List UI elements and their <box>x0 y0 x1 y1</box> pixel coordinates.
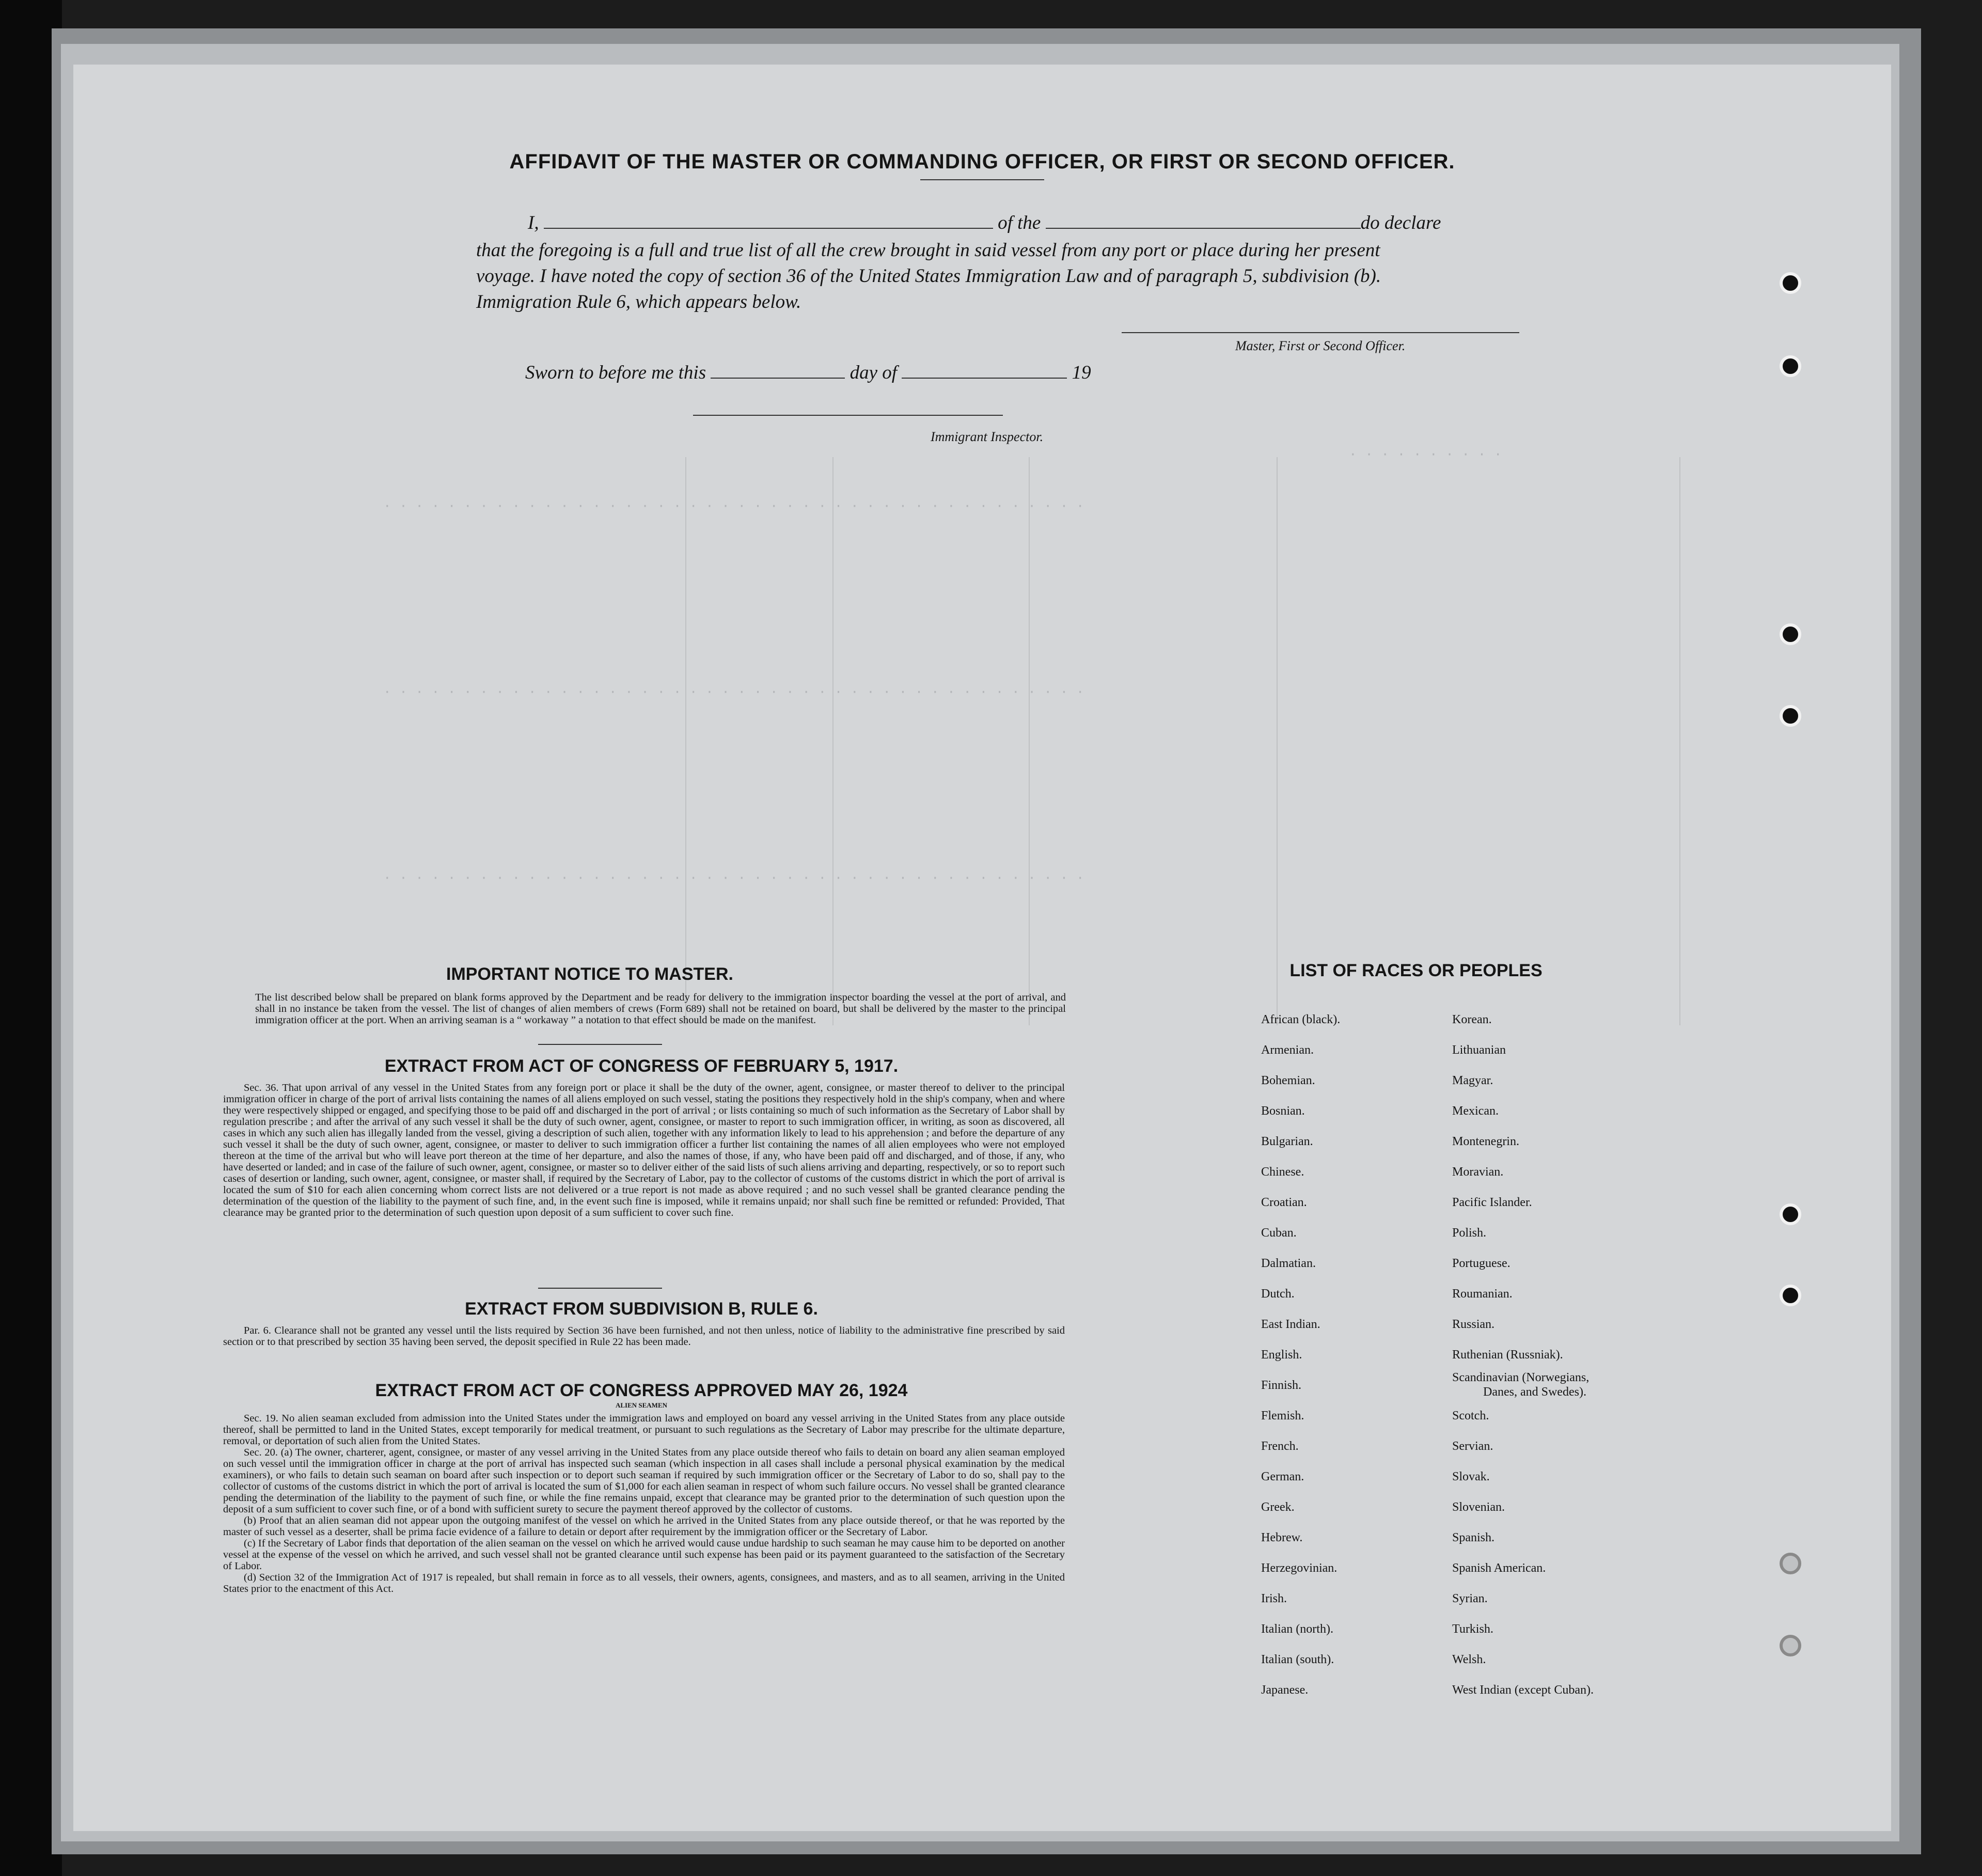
race-item: Japanese. <box>1261 1683 1309 1697</box>
race-item: Portuguese. <box>1452 1257 1511 1270</box>
inspector-caption: Immigrant Inspector. <box>931 429 1044 444</box>
extract-rule6-text <box>223 1325 1065 1348</box>
extract-rule6-title: EXTRACT FROM SUBDIVISION B, RULE 6. <box>465 1299 818 1319</box>
race-item: Montenegrin. <box>1452 1135 1519 1148</box>
race-item: Dutch. <box>1261 1287 1295 1301</box>
binder-hole <box>1780 272 1801 294</box>
sec-19-paragraph: Sec. 19. No alien seaman excluded from admission into the United States under the immigration laws and employed on board any vessel arriving in the United States from any place outside thereof, shall be permitted to land in the United States, except temporarily for medical treatment, or pursuant to such regulations as the Secretary of Labor may prescribe for the ultimate departure, removal, or deportation of such alien from the United States. <box>223 1413 1065 1447</box>
bleed-through-rule <box>1679 457 1680 1025</box>
binder-hole <box>1780 1285 1801 1306</box>
race-item: Scotch. <box>1452 1409 1489 1422</box>
race-item: Welsh. <box>1452 1653 1486 1666</box>
binder-hole <box>1780 1635 1801 1656</box>
bleed-through-rule <box>832 457 833 1025</box>
affidavit-title: AFFIDAVIT OF THE MASTER OR COMMANDING OFFICER, OR FIRST OR SECOND OFFICER. <box>509 150 1455 173</box>
race-item: Hebrew. <box>1261 1531 1303 1544</box>
race-item: German. <box>1261 1470 1304 1483</box>
race-item: Cuban. <box>1261 1226 1297 1240</box>
race-item: Irish. <box>1261 1592 1287 1605</box>
race-item: Bulgarian. <box>1261 1135 1313 1148</box>
bleed-through-text: · · · · · · · · · · · · · · · · · · · · · · · · · · · · · · · · · · · · · · · · · · · · <box>383 870 1084 886</box>
race-item: Turkish. <box>1452 1622 1493 1636</box>
race-item: Italian (south). <box>1261 1653 1334 1666</box>
of-the-label: of the <box>998 212 1041 233</box>
extract-1917-text <box>223 1082 1065 1218</box>
affidavit-body-line: that the foregoing is a full and true list of all the crew brought in said vessel from any port or place during her present <box>476 240 1380 261</box>
year-prefix: 19 <box>1072 362 1091 383</box>
title-underline <box>920 179 1044 180</box>
extract-1924-title: EXTRACT FROM ACT OF CONGRESS APPROVED MAY 26, 1924 <box>375 1381 908 1400</box>
binder-hole <box>1780 355 1801 377</box>
section-divider <box>538 1288 662 1289</box>
race-item: Magyar. <box>1452 1074 1493 1087</box>
race-item: Croatian. <box>1261 1196 1307 1209</box>
race-item: Moravian. <box>1452 1165 1504 1179</box>
signature-caption: Master, First or Second Officer. <box>1235 338 1406 353</box>
race-item: Flemish. <box>1261 1409 1304 1422</box>
race-item: Spanish American. <box>1452 1561 1546 1575</box>
document-page <box>73 65 1891 1831</box>
race-item: Russian. <box>1452 1318 1495 1331</box>
inspector-signature-line[interactable] <box>693 415 1003 416</box>
officer-name-blank[interactable] <box>544 214 993 229</box>
do-declare-label: do declare <box>1360 212 1441 233</box>
race-item: East Indian. <box>1261 1318 1320 1331</box>
bleed-through-rule <box>1029 457 1030 1025</box>
races-title: LIST OF RACES OR PEOPLES <box>1289 961 1543 980</box>
race-item: Armenian. <box>1261 1043 1314 1057</box>
bleed-through-rule <box>685 457 686 1025</box>
race-item: West Indian (except Cuban). <box>1452 1683 1594 1697</box>
race-item: English. <box>1261 1348 1302 1362</box>
sworn-prefix: Sworn to before me this <box>525 362 706 383</box>
race-item: Korean. <box>1452 1013 1492 1026</box>
race-item-multiline <box>1452 1370 1594 1401</box>
race-item: African (black). <box>1261 1013 1341 1026</box>
affidavit-body <box>476 239 1540 317</box>
binder-hole <box>1780 1553 1801 1574</box>
sec-20c-paragraph: (c) If the Secretary of Labor finds that deportation of the alien seaman on the vessel on which he arrived would cause undue hardship to such seaman he may cause him to be deported on another vessel at the expense of the vessel on which he arrived, and such vessel shall not be granted clearance until such expense has been paid or its payment guaranteed to the satisfaction of the Secretary of Labor. <box>223 1538 1065 1572</box>
day-blank[interactable] <box>711 364 845 379</box>
par-6-paragraph: Par. 6. Clearance shall not be granted any vessel until the lists required by Section 36 have been furnished, and not then unless, notice of liability to the administrative fine prescribed by said section or to that prescribed by section 35 having been served, the deposit specified in Rule 22 has been made. <box>223 1325 1065 1348</box>
sec-36-paragraph: Sec. 36. That upon arrival of any vessel in the United States from any foreign port or place it shall be the duty of the owner, agent, consignee, or master thereof to deliver to the principal immigration officer in charge of the port of arrival lists containing the names of all aliens employed on such vessel, stating the positions they respectively hold in the ship's company, when and where they were respectively shipped or engaged, and specifying those to be paid off and discharged in the port of arrival ; or lists containing so much of such information as the Secretary of Labor shall by regulation prescribe ; and after the arrival of any such vessel it shall be the duty of such owner, agent, consignee, or master to report to such immigration officer, in writing, as soon as discovered, all cases in which any such alien has illegally landed from the vessel, giving a description of such alien, together with any information likely to lead to his apprehension ; and before the departure of any such vessel it shall be the duty of such owner, agent, consignee, or master to deliver to such immigration officer a further list containing the names of all alien employees who were not employed thereon at the time of the arrival but who will leave port thereon at the time of her departure, and also the names of those, if any, who have been paid off and discharged, and of those, if any, who have deserted or landed; and in case of the failure of such owner, agent, consignee, or master so to deliver either of the said lists of such aliens arriving and departing, respectively, or so to report such cases of desertion or landing, such owner, agent, consignee, or master shall, if required by the Secretary of Labor, pay to the collector of customs of the customs district in which the port of arrival is located the sum of $10 for each alien concerning whom correct lists are not delivered or a true report is not made as above required ; and no such vessel shall be granted clearance pending the determination of the question of the liability to the payment of such fine, and, in the event such fine is imposed, while it remains unpaid; nor shall such fine be remitted or refunded: Provided, That clearance may be granted prior to the determination of such question upon deposit of a sum sufficient to cover such fine. <box>223 1082 1065 1218</box>
race-item: Bohemian. <box>1261 1074 1315 1087</box>
race-item: Ruthenian (Russniak). <box>1452 1348 1563 1362</box>
race-item: Finnish. <box>1261 1379 1302 1392</box>
notice-text <box>255 992 1066 1026</box>
extract-1924-text <box>223 1413 1065 1594</box>
extract-1917-title: EXTRACT FROM ACT OF CONGRESS OF FEBRUARY 5, 1917. <box>384 1056 899 1076</box>
affidavit-body-line: voyage. I have noted the copy of section 36 of the United States Immigration Law and of paragraph 5, subdivision (b). <box>476 265 1381 287</box>
race-item: Slovenian. <box>1452 1500 1505 1514</box>
i-label: I, <box>528 212 539 233</box>
binder-hole <box>1780 1203 1801 1225</box>
bleed-through-text: · · · · · · · · · · · · · · · · · · · · · · · · · · · · · · · · · · · · · · · · · · · · <box>383 684 1084 700</box>
notice-paragraph: The list described below shall be prepared on blank forms approved by the Department and be ready for delivery to the immigration inspector boarding the vessel at the port of arrival, and shall in no instance be taken from the vessel. The list of changes of alien members of crews (Form 689) shall not be retained on board, but shall be delivered by the master to the principal immigration officer at the port. When an arriving seaman is a “ workaway ” a notation to that effect should be made on the manifest. <box>255 992 1066 1026</box>
sec-20b-paragraph: (b) Proof that an alien seaman did not appear upon the outgoing manifest of the vessel on which he arrived in the United States from any place outside thereof, or that he was reported by the master of such vessel as a deserter, shall be prima facie evidence of a failure to detain or deport after requirement by the immigration officer or the Secretary of Labor. <box>223 1515 1065 1538</box>
section-divider <box>538 1044 662 1045</box>
race-item-line: Danes, and Swedes). <box>1483 1385 1586 1399</box>
race-item: Lithuanian <box>1452 1043 1506 1057</box>
race-item: Greek. <box>1261 1500 1295 1514</box>
race-item: Slovak. <box>1452 1470 1490 1483</box>
sec-20a-paragraph: Sec. 20. (a) The owner, charterer, agent, consignee, or master of any vessel arriving in the United States from any place outside thereof who fails to detain on board any alien seaman employed on such vessel until the immigration officer in charge at the port of arrival has inspected such seaman (which inspection in all cases shall include a personal physical examination by the medical examiners), or who fails to detain such seaman on board after such inspection or to deport such seaman if required by such immigration officer or the Secretary of Labor to do so, shall pay to the collector of customs of the customs district in which the port of arrival is located the sum of $1,000 for each alien seaman in respect of whom such failure occurs. No vessel shall be granted clearance pending the determination of the liability to the payment of such fine, or while the fine remains unpaid, except that clearance may be granted prior to the determination of such question upon the deposit of a sum sufficient to cover such fine, or of a bond with sufficient surety to secure the payment thereof approved by the collector of customs. <box>223 1447 1065 1515</box>
extract-1924-subtitle: ALIEN SEAMEN <box>615 1401 668 1409</box>
race-item: Syrian. <box>1452 1592 1488 1605</box>
race-item-line: Scandinavian (Norwegians, <box>1452 1371 1590 1384</box>
bleed-through-text: · · · · · · · · · · <box>1349 447 1502 462</box>
race-item: Pacific Islander. <box>1452 1196 1532 1209</box>
race-item: Roumanian. <box>1452 1287 1513 1301</box>
vessel-name-blank[interactable] <box>1046 214 1361 229</box>
race-item: French. <box>1261 1440 1299 1453</box>
binder-hole <box>1780 705 1801 727</box>
affidavit-declaration-line <box>528 212 1540 234</box>
races-column-1 <box>1261 1005 1340 1706</box>
sec-20d-paragraph: (d) Section 32 of the Immigration Act of 1917 is repealed, but shall remain in force as to all vessels, their owners, agents, consignees, and masters, and as to all seamen, arriving in the United States prior to the enactment of this Act. <box>223 1572 1065 1594</box>
race-item: Spanish. <box>1452 1531 1495 1544</box>
races-column-2 <box>1452 1005 1594 1706</box>
race-item: Italian (north). <box>1261 1622 1333 1636</box>
bleed-through-rule <box>1277 457 1278 1025</box>
race-item: Polish. <box>1452 1226 1487 1240</box>
month-blank[interactable] <box>902 364 1067 379</box>
notice-title: IMPORTANT NOTICE TO MASTER. <box>446 964 733 984</box>
race-item: Chinese. <box>1261 1165 1304 1179</box>
sworn-line <box>525 362 1091 384</box>
affidavit-body-line: Immigration Rule 6, which appears below. <box>476 291 801 312</box>
binder-hole <box>1780 623 1801 645</box>
signature-line[interactable] <box>1122 332 1519 333</box>
race-item: Servian. <box>1452 1440 1493 1453</box>
race-item: Dalmatian. <box>1261 1257 1316 1270</box>
race-item: Bosnian. <box>1261 1104 1305 1118</box>
race-item: Herzegovinian. <box>1261 1561 1338 1575</box>
bleed-through-text: · · · · · · · · · · · · · · · · · · · · · · · · · · · · · · · · · · · · · · · · · · · · <box>383 498 1084 514</box>
day-of-label: day of <box>850 362 898 383</box>
race-item: Mexican. <box>1452 1104 1499 1118</box>
